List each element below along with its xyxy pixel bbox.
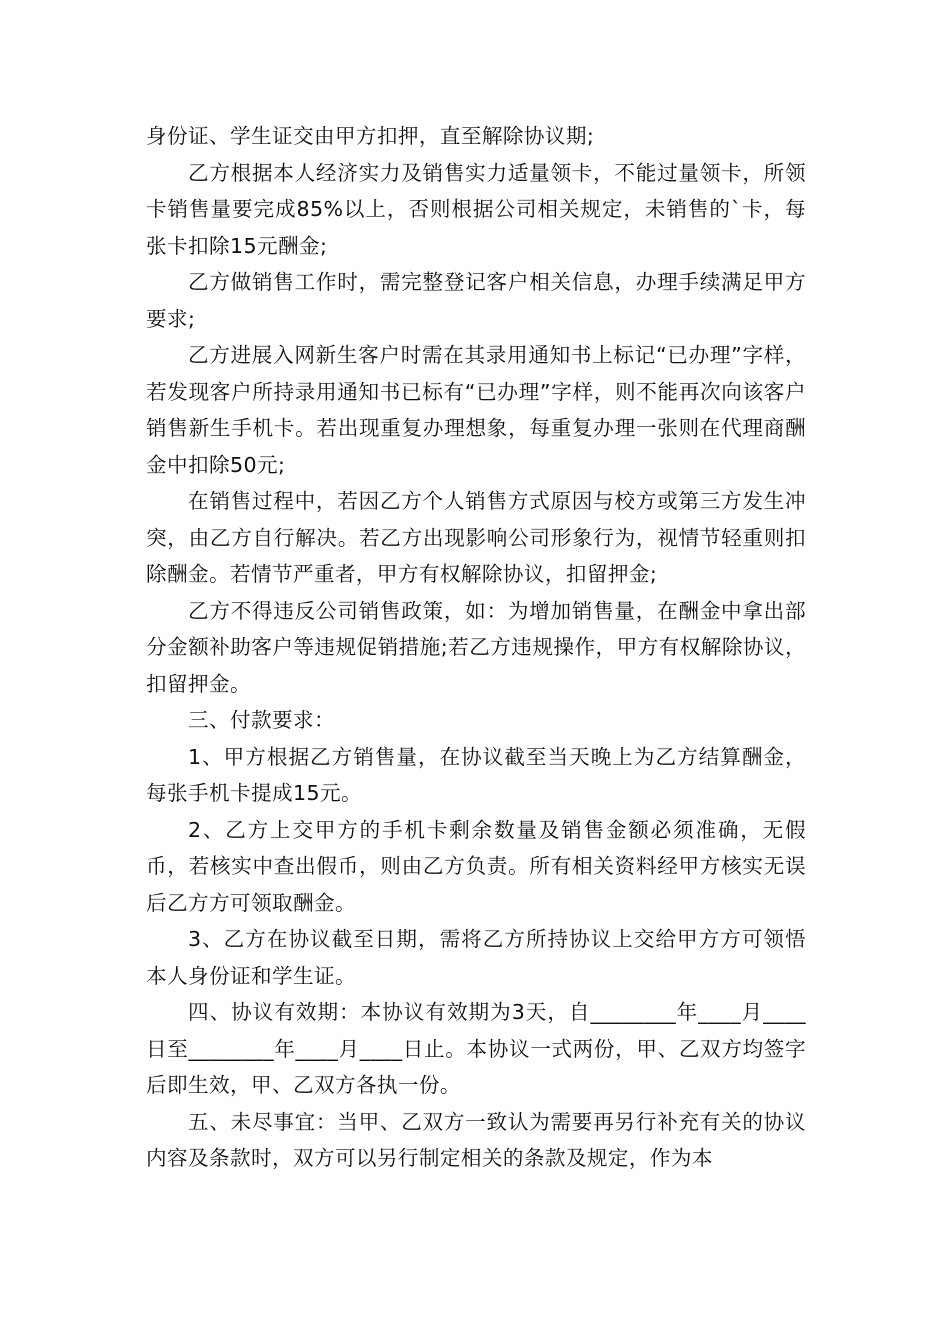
paragraph-5: 在销售过程中，若因乙方个人销售方式原因与校方或第三方发生冲突，由乙方自行解决。若乙方出现影响公司形象行为，视情节轻重则扣除酬金。若情节严重者，甲方有权解除协议，扣留押金; [146,489,806,586]
section-heading-payment: 三、付款要求： [188,708,335,732]
paragraph-validity: 四、协议有效期：本协议有效期为3天，自________年____月____日至________年____月____日止。本协议一式两份，甲、乙双方均签字后即生效，甲、乙双方各执一份。 [146,1000,806,1097]
paragraph-payment-2: 2、乙方上交甲方的手机卡剩余数量及销售金额必须准确，无假币，若核实中查出假币，则由乙方负责。所有相关资料经甲方核实无误后乙方方可领取酬金。 [146,817,806,915]
document-body [146,118,806,1177]
paragraph-payment-1: 1、甲方根据乙方销售量，在协议截至当天晚上为乙方结算酬金，每张手机卡提成15元。 [146,744,806,805]
paragraph-payment-3: 3、乙方在协议截至日期，需将乙方所持协议上交给甲方方可领悟本人身份证和学生证。 [146,927,806,988]
paragraph-1: 身份证、学生证交由甲方扣押，直至解除协议期; [146,124,595,148]
paragraph-4: 乙方进展入网新生客户时需在其录用通知书上标记“已办理”字样，若发现客户所持录用通知书已标有“已办理”字样，则不能再次向该客户销售新生手机卡。若出现重复办理想象，每重复办理一张则在代理商酬金中扣除50元; [146,343,806,477]
paragraph-3: 乙方做销售工作时，需完整登记客户相关信息，办理手续满足甲方要求; [146,270,806,331]
paragraph-2: 乙方根据本人经济实力及销售实力适量领卡，不能过量领卡，所领卡销售量要完成85%以上，否则根据公司相关规定，未销售的`卡，每张卡扣除15元酬金; [146,160,806,258]
paragraph-unresolved-matters: 五、未尽事宜：当甲、乙双方一致认为需要再另行补充有关的协议内容及条款时，双方可以另行制定相关的条款及规定，作为本 [146,1109,806,1170]
paragraph-6: 乙方不得违反公司销售政策，如：为增加销售量，在酬金中拿出部分金额补助客户等违规促销措施;若乙方违规操作，甲方有权解除协议，扣留押金。 [146,598,806,696]
